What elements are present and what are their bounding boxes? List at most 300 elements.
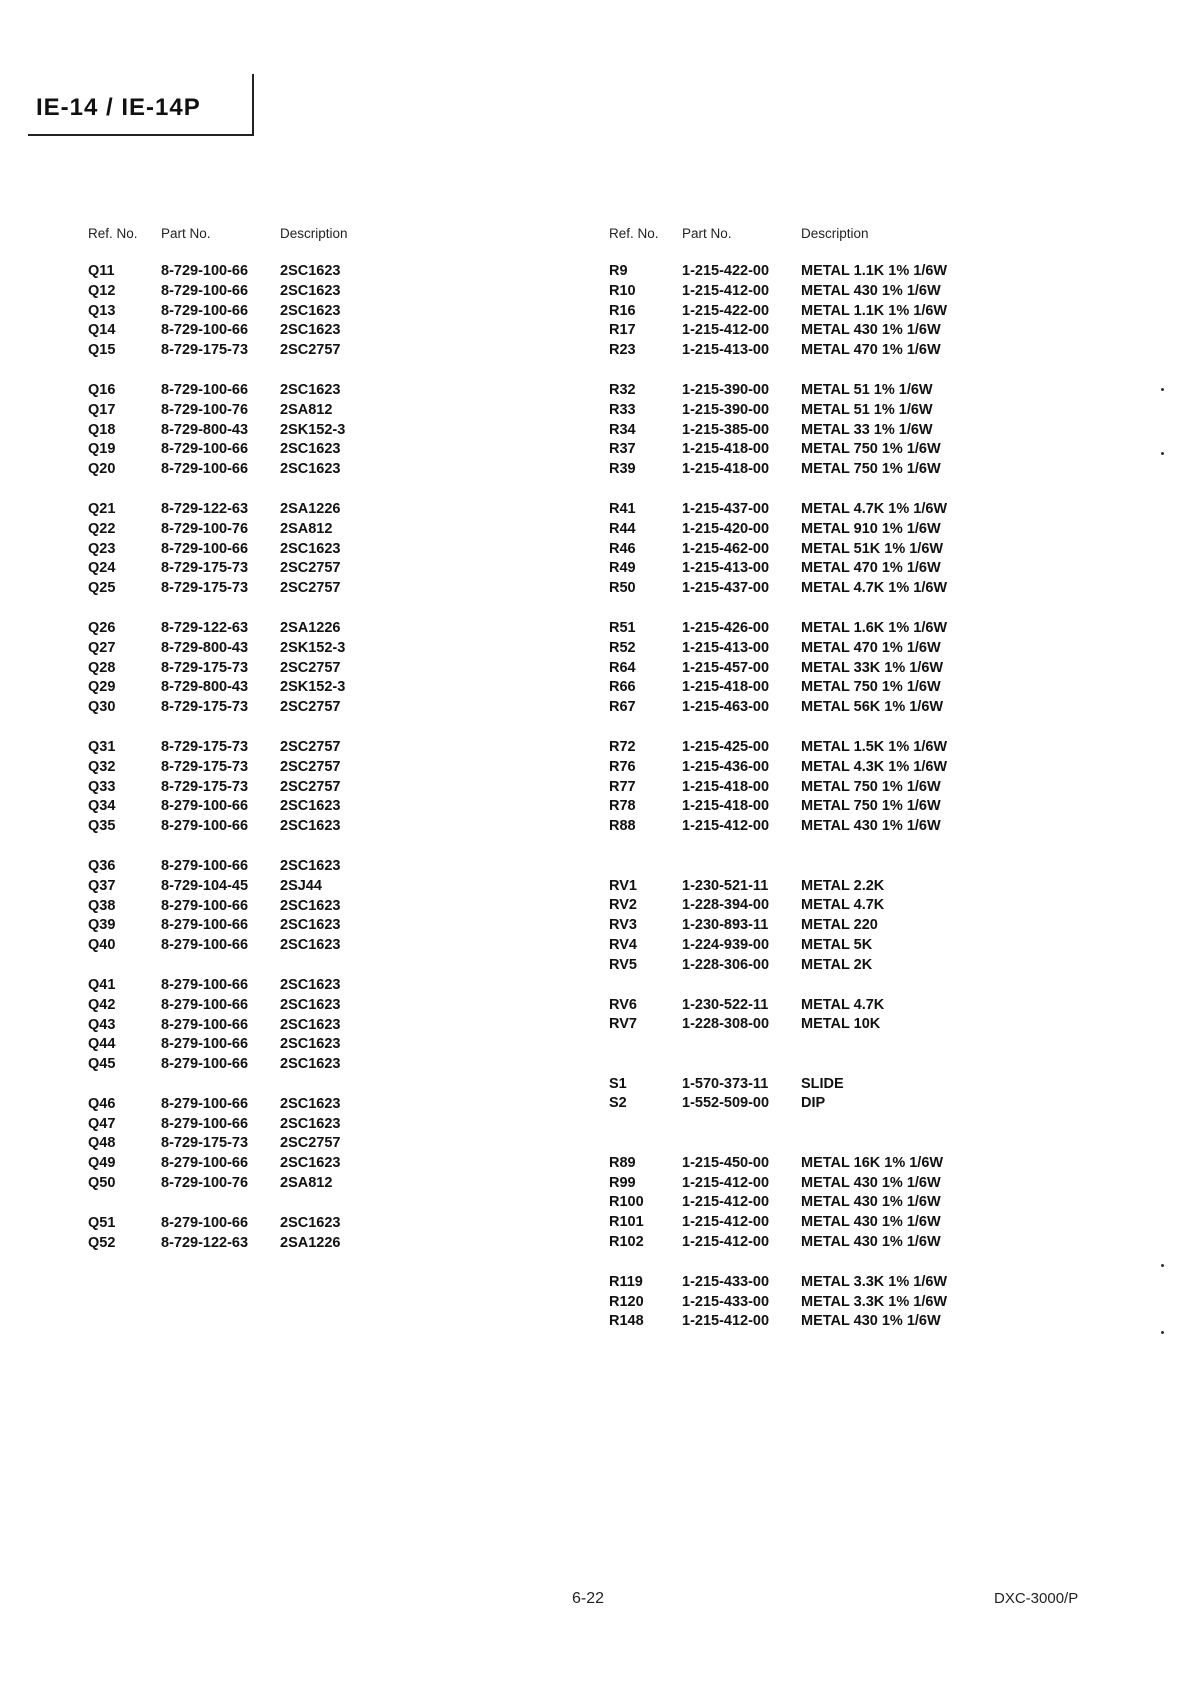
part-row [609, 817, 947, 837]
part-no: 1-215-412-00 [682, 818, 770, 835]
part-row [609, 738, 947, 758]
description: METAL 1.6K 1% 1/6W [801, 619, 948, 636]
description: METAL 3.3K 1% 1/6W [801, 1273, 948, 1290]
description: 2SC1623 [280, 302, 341, 319]
part-row [88, 1016, 348, 1036]
description: METAL 750 1% 1/6W [801, 461, 941, 478]
part-no: 8-729-175-73 [161, 738, 249, 755]
page-number: 6-22 [572, 1590, 605, 1607]
part-row [88, 857, 348, 877]
ref-no: Q19 [88, 441, 116, 458]
part-no: 8-279-100-66 [161, 818, 249, 835]
part-row [88, 540, 348, 560]
ref-no: Q43 [88, 1016, 116, 1033]
part-row [609, 321, 947, 341]
ref-no: Q38 [88, 897, 116, 914]
part-row [88, 440, 348, 460]
description: METAL 430 1% 1/6W [801, 282, 941, 299]
description: METAL 1.5K 1% 1/6W [801, 738, 948, 755]
ref-no: R17 [609, 322, 636, 339]
part-row [88, 778, 348, 798]
description: METAL 430 1% 1/6W [801, 1214, 941, 1231]
ref-no-header: Ref. No. [88, 226, 138, 241]
part-row [609, 540, 947, 560]
ref-no: RV3 [609, 917, 637, 934]
ref-no: Q34 [88, 798, 116, 815]
ref-no: RV1 [609, 877, 637, 894]
ref-no: Q51 [88, 1214, 116, 1231]
part-row [88, 1115, 348, 1135]
description: 2SA1226 [280, 619, 341, 636]
ref-no: Q13 [88, 302, 116, 319]
description: 2SC2757 [280, 560, 341, 577]
description: 2SC1623 [280, 857, 341, 874]
part-no: 8-729-800-43 [161, 639, 249, 656]
ref-no: R46 [609, 540, 636, 557]
part-no: 8-729-175-73 [161, 580, 249, 597]
ref-no: Q15 [88, 342, 116, 359]
parts-group [88, 1095, 348, 1194]
parts-group [609, 738, 947, 837]
ref-no: R52 [609, 639, 636, 656]
parts-group [88, 381, 348, 480]
description: 2SA1226 [280, 500, 341, 517]
part-no: 1-215-450-00 [682, 1154, 770, 1171]
part-row [609, 797, 947, 817]
part-row [88, 341, 348, 361]
description: 2SC2757 [280, 738, 341, 755]
part-no: 8-729-122-63 [161, 1234, 249, 1251]
ref-no: Q30 [88, 699, 116, 716]
part-row [609, 1293, 947, 1313]
part-row [88, 897, 348, 917]
description: 2SC2757 [280, 758, 341, 775]
description: 2SC1623 [280, 1115, 341, 1132]
description: METAL 220 [801, 917, 878, 934]
part-row [609, 1193, 947, 1213]
description: METAL 1.1K 1% 1/6W [801, 302, 948, 319]
part-row [609, 1174, 947, 1194]
part-row [88, 1214, 348, 1234]
parts-group [609, 1154, 947, 1253]
part-row [88, 421, 348, 441]
column-header [609, 226, 947, 248]
description: METAL 33K 1% 1/6W [801, 659, 944, 676]
scan-speck [1161, 1264, 1164, 1267]
description: SLIDE [801, 1075, 844, 1092]
part-row [88, 758, 348, 778]
part-row [88, 302, 348, 322]
ref-no: Q40 [88, 937, 116, 954]
ref-no: Q35 [88, 818, 116, 835]
ref-no: Q46 [88, 1095, 116, 1112]
part-row [609, 1273, 947, 1293]
part-no: 8-279-100-66 [161, 1056, 249, 1073]
part-row [88, 401, 348, 421]
description: 2SC1623 [280, 917, 341, 934]
description-header: Description [280, 226, 348, 241]
ref-no: RV4 [609, 936, 637, 953]
part-no: 8-279-100-66 [161, 1115, 249, 1132]
part-no: 8-279-100-66 [161, 917, 249, 934]
part-row [88, 282, 348, 302]
description: 2SC2757 [280, 699, 341, 716]
parts-group [609, 1273, 947, 1332]
part-row [88, 639, 348, 659]
parts-group [609, 877, 947, 976]
part-no: 8-279-100-66 [161, 897, 249, 914]
ref-no: Q31 [88, 738, 116, 755]
ref-no: R51 [609, 619, 636, 636]
ref-no: Q20 [88, 461, 116, 478]
part-row [609, 1233, 947, 1253]
part-no: 8-729-100-76 [161, 401, 249, 418]
part-row [88, 1154, 348, 1174]
description: METAL 33 1% 1/6W [801, 421, 933, 438]
ref-no: Q26 [88, 619, 116, 636]
parts-group [88, 857, 348, 956]
part-row [609, 659, 947, 679]
description: 2SK152-3 [280, 421, 346, 438]
part-no: 8-729-122-63 [161, 500, 249, 517]
part-no: 1-215-413-00 [682, 639, 770, 656]
description: METAL 750 1% 1/6W [801, 441, 941, 458]
description: 2SJ44 [280, 877, 322, 894]
description: 2SA812 [280, 1175, 333, 1192]
description: METAL 430 1% 1/6W [801, 322, 941, 339]
ref-no: Q42 [88, 996, 116, 1013]
part-row [88, 698, 348, 718]
description: 2SC1623 [280, 818, 341, 835]
part-row [88, 817, 348, 837]
description: 2SC1623 [280, 441, 341, 458]
ref-no: R100 [609, 1194, 644, 1211]
part-no: 8-729-100-66 [161, 461, 249, 478]
part-row [609, 877, 947, 897]
part-row [609, 996, 947, 1016]
description: 2SC1623 [280, 976, 341, 993]
part-row [88, 1035, 348, 1055]
ref-no: R50 [609, 580, 636, 597]
description-header: Description [801, 226, 869, 241]
ref-no: Q24 [88, 560, 116, 577]
description: 2SC1623 [280, 322, 341, 339]
part-no-header: Part No. [161, 226, 211, 241]
description: METAL 2K [801, 956, 873, 973]
description: METAL 750 1% 1/6W [801, 778, 941, 795]
parts-group [609, 262, 947, 361]
part-no: 1-215-412-00 [682, 1194, 770, 1211]
ref-no: Q50 [88, 1175, 116, 1192]
part-no: 1-215-390-00 [682, 381, 770, 398]
description: 2SC1623 [280, 461, 341, 478]
part-no: 1-215-413-00 [682, 560, 770, 577]
part-no: 1-215-385-00 [682, 421, 770, 438]
part-row [609, 916, 947, 936]
part-no: 1-215-412-00 [682, 1234, 770, 1251]
ref-no: R37 [609, 441, 636, 458]
description: 2SC1623 [280, 798, 341, 815]
parts-group [88, 1214, 348, 1254]
part-no: 1-215-412-00 [682, 322, 770, 339]
part-row [609, 262, 947, 282]
part-no: 8-729-175-73 [161, 758, 249, 775]
part-row [88, 996, 348, 1016]
part-no: 1-215-412-00 [682, 1174, 770, 1191]
ref-no: R16 [609, 302, 636, 319]
description: METAL 430 1% 1/6W [801, 818, 941, 835]
part-row [88, 678, 348, 698]
part-no: 1-215-412-00 [682, 1313, 770, 1330]
right-parts-list [609, 262, 947, 1332]
ref-no: Q29 [88, 679, 116, 696]
description: METAL 3.3K 1% 1/6W [801, 1293, 948, 1310]
description: 2SA1226 [280, 1234, 341, 1251]
description: 2SK152-3 [280, 639, 346, 656]
description: 2SC1623 [280, 996, 341, 1013]
description: 2SC1623 [280, 540, 341, 557]
ref-no: Q36 [88, 857, 116, 874]
part-no: 8-729-800-43 [161, 421, 249, 438]
ref-no: Q49 [88, 1155, 116, 1172]
ref-no: R72 [609, 738, 636, 755]
description: METAL 750 1% 1/6W [801, 798, 941, 815]
part-no: 1-215-422-00 [682, 263, 770, 279]
part-no: 8-729-175-73 [161, 342, 249, 359]
description: METAL 430 1% 1/6W [801, 1234, 941, 1251]
part-row [88, 1234, 348, 1254]
part-no: 1-215-418-00 [682, 679, 770, 696]
part-no: 8-729-100-76 [161, 1175, 249, 1192]
part-no: 1-215-418-00 [682, 461, 770, 478]
parts-group [609, 1075, 947, 1115]
part-no: 1-215-412-00 [682, 282, 770, 299]
part-no: 8-729-100-66 [161, 441, 249, 458]
part-no: 1-215-433-00 [682, 1273, 770, 1290]
part-row [609, 698, 947, 718]
part-row [609, 758, 947, 778]
ref-no: R39 [609, 461, 636, 478]
part-no: 1-215-433-00 [682, 1293, 770, 1310]
part-row [88, 381, 348, 401]
ref-no: S2 [609, 1095, 627, 1112]
part-no: 1-215-425-00 [682, 738, 770, 755]
part-no: 1-215-463-00 [682, 699, 770, 716]
part-no: 1-215-457-00 [682, 659, 770, 676]
part-row [609, 500, 947, 520]
part-no: 8-279-100-66 [161, 1036, 249, 1053]
part-row [88, 520, 348, 540]
description: METAL 51 1% 1/6W [801, 381, 933, 398]
ref-no: RV2 [609, 897, 637, 914]
part-row [88, 1055, 348, 1075]
parts-group [88, 619, 348, 718]
part-row [609, 282, 947, 302]
description: DIP [801, 1095, 826, 1112]
part-row [609, 896, 947, 916]
description: 2SC1623 [280, 1214, 341, 1231]
part-row [609, 936, 947, 956]
ref-no: Q41 [88, 976, 116, 993]
description: 2SC2757 [280, 659, 341, 676]
part-row [609, 579, 947, 599]
part-row [609, 341, 947, 361]
ref-no: Q52 [88, 1234, 116, 1251]
part-no: 1-215-437-00 [682, 580, 770, 597]
description: METAL 4.7K 1% 1/6W [801, 500, 948, 517]
left-parts-list [88, 262, 348, 1253]
description: METAL 430 1% 1/6W [801, 1174, 941, 1191]
description: 2SC1623 [280, 1016, 341, 1033]
ref-no: Q44 [88, 1036, 116, 1053]
ref-no: R101 [609, 1214, 644, 1231]
part-row [88, 1095, 348, 1115]
description: 2SA812 [280, 520, 333, 537]
part-row [88, 659, 348, 679]
part-row [609, 639, 947, 659]
part-no: 1-215-437-00 [682, 500, 770, 517]
ref-no: Q17 [88, 401, 116, 418]
part-no: 1-215-462-00 [682, 540, 770, 557]
parts-group [88, 976, 348, 1075]
part-row [609, 678, 947, 698]
part-no: 8-279-100-66 [161, 976, 249, 993]
description: 2SC2757 [280, 342, 341, 359]
ref-no: Q37 [88, 877, 116, 894]
part-row [609, 460, 947, 480]
ref-no: Q28 [88, 659, 116, 676]
ref-no: Q21 [88, 500, 116, 517]
description: METAL 430 1% 1/6W [801, 1313, 941, 1330]
ref-no: Q12 [88, 282, 116, 299]
ref-no: R76 [609, 758, 636, 775]
part-row [609, 381, 947, 401]
ref-no: R64 [609, 659, 636, 676]
part-row [609, 619, 947, 639]
description: METAL 430 1% 1/6W [801, 1194, 941, 1211]
part-row [609, 1213, 947, 1233]
ref-no: Q48 [88, 1135, 116, 1152]
part-no: 1-215-390-00 [682, 401, 770, 418]
description: METAL 470 1% 1/6W [801, 639, 941, 656]
ref-no: R120 [609, 1293, 644, 1310]
part-no: 1-224-939-00 [682, 936, 770, 953]
part-no: 8-729-100-66 [161, 282, 249, 299]
part-row [88, 797, 348, 817]
part-no: 1-230-521-11 [682, 877, 769, 894]
part-row [609, 440, 947, 460]
parts-group [88, 500, 348, 599]
part-no: 8-729-100-66 [161, 381, 249, 398]
ref-no: Q33 [88, 778, 116, 795]
ref-no: R44 [609, 520, 636, 537]
description: METAL 470 1% 1/6W [801, 560, 941, 577]
description: METAL 910 1% 1/6W [801, 520, 941, 537]
part-no: 1-228-394-00 [682, 897, 770, 914]
part-no: 1-570-373-11 [682, 1075, 769, 1092]
description: 2SC1623 [280, 1155, 341, 1172]
part-row [88, 619, 348, 639]
description: METAL 470 1% 1/6W [801, 342, 941, 359]
ref-no: Q45 [88, 1056, 116, 1073]
ref-no: R33 [609, 401, 636, 418]
ref-no: RV6 [609, 996, 637, 1013]
part-no: 1-215-413-00 [682, 342, 770, 359]
part-no: 8-279-100-66 [161, 1016, 249, 1033]
part-no-header: Part No. [682, 226, 732, 241]
ref-no: Q14 [88, 322, 116, 339]
description: METAL 51 1% 1/6W [801, 401, 933, 418]
part-no: 1-230-522-11 [682, 996, 769, 1013]
parts-group [609, 500, 947, 599]
part-row [609, 1154, 947, 1174]
part-row [88, 1134, 348, 1154]
ref-no: R78 [609, 798, 636, 815]
ref-no: Q25 [88, 580, 116, 597]
ref-no: Q18 [88, 421, 116, 438]
part-no: 1-230-893-11 [682, 917, 769, 934]
ref-no: R148 [609, 1313, 644, 1330]
ref-no: R9 [609, 263, 628, 279]
part-row [88, 976, 348, 996]
ref-no: R23 [609, 342, 636, 359]
part-no: 1-228-308-00 [682, 1016, 770, 1033]
part-row [609, 1015, 947, 1035]
parts-group [88, 738, 348, 837]
part-no: 8-279-100-66 [161, 1155, 249, 1172]
part-no: 8-729-175-73 [161, 560, 249, 577]
description: 2SC1623 [280, 1095, 341, 1112]
part-row [88, 321, 348, 341]
title-divider [252, 74, 254, 136]
part-row [88, 559, 348, 579]
ref-no: R88 [609, 818, 636, 835]
part-no: 8-729-104-45 [161, 877, 249, 894]
part-row [88, 738, 348, 758]
ref-no: R77 [609, 778, 636, 795]
part-row [88, 262, 348, 282]
part-row [88, 916, 348, 936]
description: METAL 1.1K 1% 1/6W [801, 263, 948, 279]
ref-no: S1 [609, 1075, 627, 1092]
part-no: 8-729-100-66 [161, 302, 249, 319]
scan-speck [1161, 452, 1164, 455]
part-no: 1-215-418-00 [682, 778, 770, 795]
column-header [88, 226, 348, 248]
ref-no-header: Ref. No. [609, 226, 659, 241]
ref-no: Q16 [88, 381, 116, 398]
part-row [609, 421, 947, 441]
page-title: IE-14 / IE-14P [36, 94, 201, 121]
part-row [88, 877, 348, 897]
description: 2SC2757 [280, 778, 341, 795]
part-row [88, 1174, 348, 1194]
ref-no: Q22 [88, 520, 116, 537]
part-no: 8-729-100-66 [161, 540, 249, 557]
parts-group [609, 381, 947, 480]
parts-group [88, 262, 348, 361]
description: METAL 16K 1% 1/6W [801, 1154, 944, 1171]
part-row [609, 1312, 947, 1332]
part-row [88, 579, 348, 599]
ref-no: R89 [609, 1154, 636, 1171]
part-no: 1-215-426-00 [682, 619, 770, 636]
ref-no: RV7 [609, 1016, 637, 1033]
ref-no: Q47 [88, 1115, 116, 1132]
description: 2SC1623 [280, 263, 341, 279]
part-row [609, 956, 947, 976]
part-no: 8-729-122-63 [161, 619, 249, 636]
